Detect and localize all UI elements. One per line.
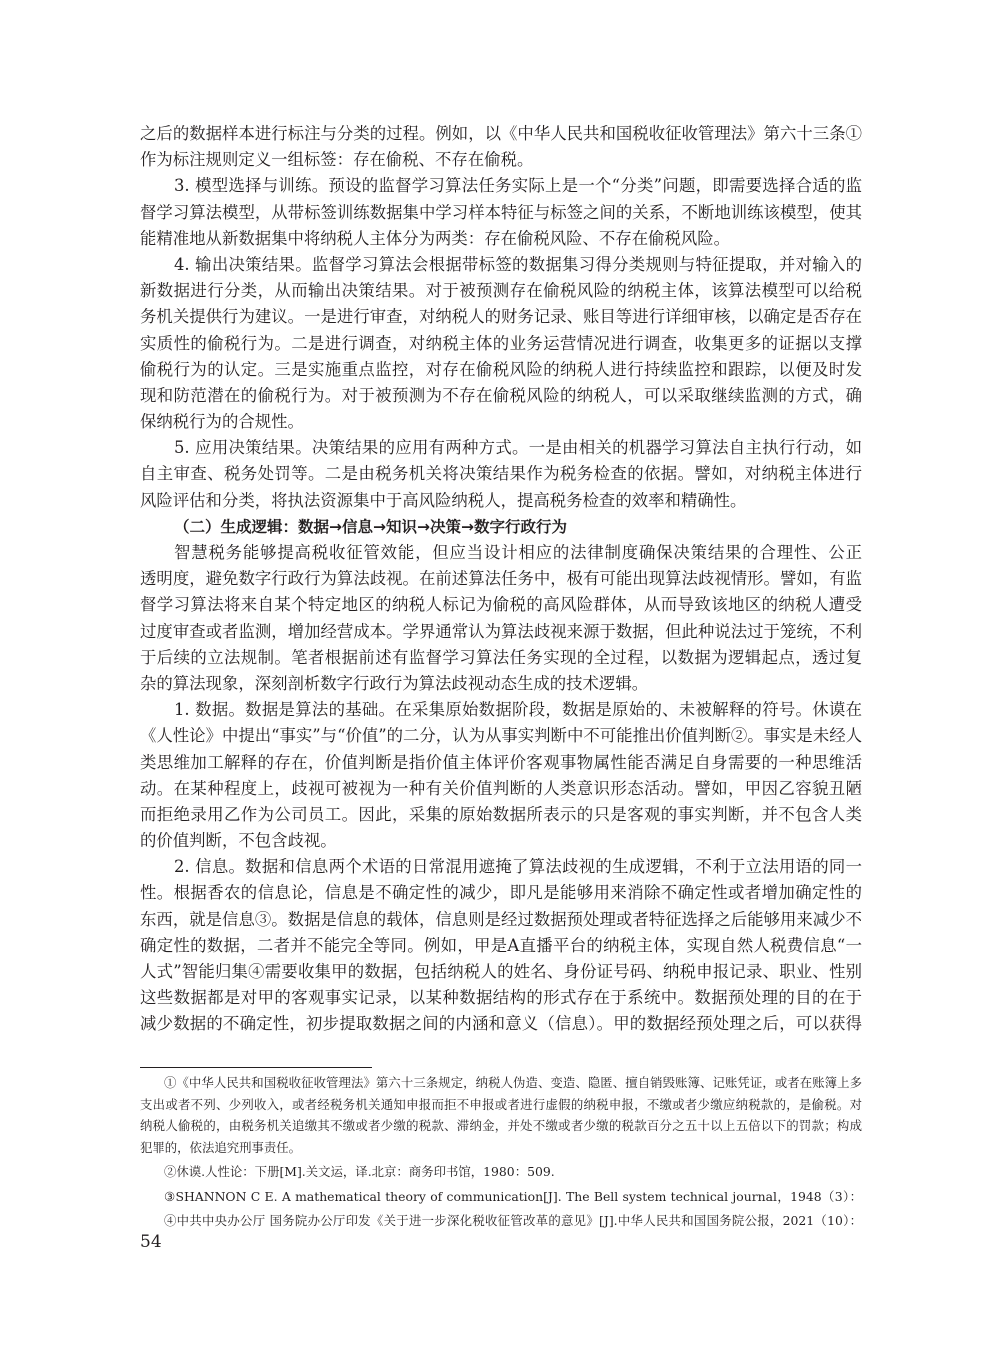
text-line: 督学习算法模型，从带标签训练数据集中学习样本特征与标签之间的关系，不断地训练该模型，使其 bbox=[140, 202, 862, 222]
footnote-divider bbox=[140, 1067, 372, 1068]
footnote bbox=[140, 1210, 862, 1232]
paragraph bbox=[140, 252, 862, 435]
footnote-line: 犯罪的，依法追究刑事责任。 bbox=[140, 1139, 302, 1155]
text-line: 保纳税行为的合规性。 bbox=[140, 412, 304, 432]
text-line: 实质性的偷税行为。二是进行调查，对纳税主体的业务运营情况进行调查，收集更多的证据以支撑 bbox=[140, 333, 862, 353]
text-line: 智慧税务能够提高税收征管效能，但应当设计相应的法律制度确保决策结果的合理性、公正 bbox=[174, 543, 862, 562]
text-line: 《人性论》中提出“事实”与“价值”的二分，认为从事实判断中不可能推出价值判断②。事实是未经人 bbox=[140, 726, 862, 746]
text-line: 3. 模型选择与训练。预设的监督学习算法任务实际上是一个“分类”问题，即需要选择合适的监 bbox=[174, 176, 862, 196]
text-line: 5. 应用决策结果。决策结果的应用有两种方式。一是由相关的机器学习算法自主执行行动，如 bbox=[174, 438, 862, 458]
page-number: 54 bbox=[140, 1232, 162, 1252]
footnote bbox=[140, 1186, 862, 1208]
text-line: 确定性的数据，二者并不能完全等同。例如，甲是A直播平台的纳税主体，实现自然人税费信息“一 bbox=[140, 935, 862, 955]
footnote-line: 纳税人偷税的，由税务机关追缴其不缴或者少缴的税款、滞纳金，并处不缴或者少缴的税款百分之五十以上五倍以下的罚款；构成 bbox=[140, 1118, 862, 1133]
text-line: 督学习算法将来自某个特定地区的纳税人标记为偷税的高风险群体，从而导致该地区的纳税人遭受 bbox=[140, 595, 862, 615]
text-line: 1. 数据。数据是算法的基础。在采集原始数据阶段，数据是原始的、未被解释的符号。休谟在 bbox=[174, 700, 862, 720]
text-line: 现和防范潜在的偷税行为。对于被预测为不存在偷税风险的纳税人，可以采取继续监测的方式，确 bbox=[140, 385, 862, 405]
text-line: 减少数据的不确定性，初步提取数据之间的内涵和意义（信息）。甲的数据经预处理之后，可以获得 bbox=[140, 1014, 862, 1034]
footnote-line: ④中共中央办公厅 国务院办公厅印发《关于进一步深化税收征管改革的意见》[J].中华人民共和国国务院公报，2021（10）： bbox=[164, 1213, 862, 1228]
section-heading bbox=[140, 514, 862, 540]
paragraph bbox=[140, 540, 862, 697]
text-line: 风险评估和分类，将执法资源集中于高风险纳税人，提高税务检查的效率和精确性。 bbox=[140, 490, 747, 510]
text-line: 人式”智能归集④需要收集甲的数据，包括纳税人的姓名、身份证号码、纳税申报记录、职业、性别 bbox=[140, 962, 862, 981]
text-line: 新数据进行分类，从而输出决策结果。对于被预测存在偷税风险的纳税主体，该算法模型可以给税 bbox=[140, 281, 862, 301]
footnote-line: 支出或者不列、少列收入，或者经税务机关通知申报而拒不申报或者进行虚假的纳税申报，不缴或者少缴应纳税款的，是偷税。对 bbox=[140, 1096, 862, 1112]
footnote-line: ③SHANNON C E. A mathematical theory of communication[J]. The Bell system technical journal，1948（3）： bbox=[164, 1188, 862, 1204]
text-line: 自主审查、税务处罚等。二是由税务机关将决策结果作为税务检查的依据。譬如，对纳税主体进行 bbox=[140, 464, 862, 484]
text-line: 而拒绝录用乙作为公司员工。因此，采集的原始数据所表示的只是客观的事实判断，并不包含人类 bbox=[140, 804, 862, 824]
text-line: 性。根据香农的信息论，信息是不确定性的减少，即凡是能够用来消除不确定性或者增加确定性的 bbox=[140, 883, 862, 903]
text-line: 务机关提供行为建议。一是进行审查，对纳税人的财务记录、账目等进行详细审核，以确定是否存在 bbox=[140, 307, 862, 327]
text-line: 透明度，避免数字行政行为算法歧视。在前述算法任务中，极有可能出现算法歧视情形。譬如，有监 bbox=[140, 569, 862, 589]
text-line: 于后续的立法规制。笔者根据前述有监督学习算法任务实现的全过程，以数据为逻辑起点，透过复 bbox=[140, 647, 862, 667]
text-line: （二）生成逻辑：数据→信息→知识→决策→数字行政行为 bbox=[174, 517, 567, 536]
text-line: 4. 输出决策结果。监督学习算法会根据带标签的数据集习得分类规则与特征提取，并对输入的 bbox=[174, 254, 862, 274]
text-line: 东西，就是信息③。数据是信息的载体，信息则是经过数据预处理或者特征选择之后能够用来减少不 bbox=[140, 909, 862, 929]
text-line: 杂的算法现象，深刻剖析数字行政行为算法歧视动态生成的技术逻辑。 bbox=[140, 673, 649, 693]
footnotes bbox=[140, 1072, 862, 1232]
text-line: 动。在某种程度上，歧视可被视为一种有关价值判断的人类意识形态活动。譬如，甲因乙容貌丑陋 bbox=[140, 778, 862, 798]
text-line: 的价值判断，不包含歧视。 bbox=[140, 831, 337, 851]
text-line: 之后的数据样本进行标注与分类的过程。例如，以《中华人民共和国税收征收管理法》第六十三条① bbox=[140, 124, 862, 143]
paragraph bbox=[140, 697, 862, 854]
text-line: 能精准地从新数据集中将纳税人主体分为两类：存在偷税风险、不存在偷税风险。 bbox=[140, 228, 731, 248]
text-line: 作为标注规则定义一组标签：存在偷税、不存在偷税。 bbox=[140, 150, 534, 170]
footnote-line: ①《中华人民共和国税收征收管理法》第六十三条规定，纳税人伪造、变造、隐匿、擅自销毁账簿、记账凭证，或者在账簿上多 bbox=[164, 1075, 862, 1090]
text-line: 偷税行为的认定。三是实施重点监控，对存在偷税风险的纳税人进行持续监控和跟踪，以便及时发 bbox=[140, 359, 862, 379]
paragraph bbox=[140, 854, 862, 1037]
text-line: 过度审查或者监测，增加经营成本。学界通常认为算法歧视来源于数据，但此种说法过于笼统，不利 bbox=[140, 621, 862, 641]
text-line: 这些数据都是对甲的客观事实记录，以某种数据结构的形式存在于系统中。数据预处理的目的在于 bbox=[140, 988, 862, 1008]
body-text bbox=[140, 121, 862, 1038]
text-line: 2. 信息。数据和信息两个术语的日常混用遮掩了算法歧视的生成逻辑，不利于立法用语的同一 bbox=[174, 857, 862, 877]
paragraph bbox=[140, 173, 862, 252]
text-line: 类思维加工解释的存在，价值判断是指价值主体评价客观事物属性能否满足自身需要的一种思维活 bbox=[140, 752, 862, 772]
footnote bbox=[140, 1072, 862, 1158]
paragraph bbox=[140, 121, 862, 173]
footnote-line: ②休谟.人性论：下册[M].关文运，译.北京：商务印书馆，1980：509. bbox=[164, 1164, 555, 1179]
footnote bbox=[140, 1161, 862, 1183]
paragraph bbox=[140, 435, 862, 514]
